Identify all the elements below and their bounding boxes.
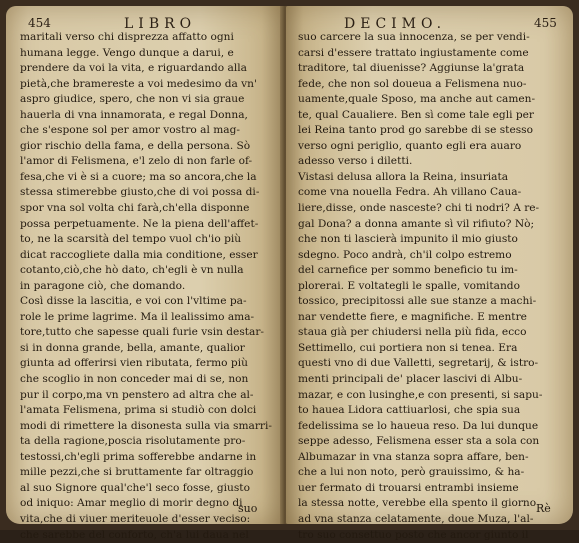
text-line: carsi d'essere trattato ingiustamente come bbox=[298, 46, 542, 62]
text-line: nar vendette fiere, e magnifiche. E mentre bbox=[298, 310, 542, 326]
right-body-text bbox=[298, 30, 542, 543]
text-line: Settimello, cui portiera non si tenea. Era bbox=[298, 341, 542, 357]
text-line: vita,che di viuer meriteuole d'esser veciso: bbox=[20, 512, 272, 528]
text-line: traditore, tal diuenisse? Aggiunse la'grata bbox=[298, 61, 542, 77]
text-line: dicat raccogliete dalla mia conditione, esser bbox=[20, 248, 272, 264]
text-line: tro suo consettuo posto che ancor giunto il bbox=[298, 528, 542, 543]
text-line: questi vno di due Valletti, segretarij, & istro- bbox=[298, 356, 542, 372]
text-line: uer fermato di trouarsi entrambi insieme bbox=[298, 481, 542, 497]
text-line: to, ne la scarsità del tempo vuol ch'io più bbox=[20, 232, 272, 248]
text-line: possa perpetuamente. Ne la piena dell'affet- bbox=[20, 217, 272, 233]
text-line: l'amata Felismena, prima si studiò con dolci bbox=[20, 403, 272, 419]
text-line: gior rischio della fama, e della persona. Sò bbox=[20, 139, 272, 155]
text-line: menti principali de' placer lascivi di Albu- bbox=[298, 372, 542, 388]
text-line: ta della ragione,poscia risolutamente pro- bbox=[20, 434, 272, 450]
left-page-number: 454 bbox=[28, 16, 51, 30]
text-line: liere,disse, onde nasceste? chi ti nodri? A re- bbox=[298, 201, 542, 217]
text-line: mazar, e con lusinghe,e con presenti, si sapu- bbox=[298, 388, 542, 404]
text-line: seppe adesso, Felismena esser sta a sola con bbox=[298, 434, 542, 450]
text-line: modi di rimettere la disonesta sulla via smarri- bbox=[20, 419, 272, 435]
right-page-number: 455 bbox=[534, 16, 557, 30]
text-line: verso ogni periglio, quanto egli era auaro bbox=[298, 139, 542, 155]
text-line: spor vna sol volta chi farà,ch'ella disponne bbox=[20, 201, 272, 217]
text-line: maritali verso chi disprezza affatto ogni bbox=[20, 30, 272, 46]
text-line: prendere da voi la vita, e riguardando alla bbox=[20, 61, 272, 77]
text-line: la stessa notte, verebbe ella spento il giorno bbox=[298, 496, 542, 512]
left-body-text bbox=[20, 30, 272, 543]
text-line: si in donna grande, bella, amante, qualior bbox=[20, 341, 272, 357]
text-line: fesa,che vi è si a cuore; ma so ancora,che la bbox=[20, 170, 272, 186]
text-line: che a lui non noto, però grauissimo, & ha- bbox=[298, 465, 542, 481]
text-line: del carnefice per sommo beneficio tu im- bbox=[298, 263, 542, 279]
text-line: fedelissima se lo haueua reso. Da lui dunque bbox=[298, 419, 542, 435]
text-line: humana legge. Vengo dunque a darui, e bbox=[20, 46, 272, 62]
text-line: stessa stimerebbe giusto,che di voi possa di- bbox=[20, 185, 272, 201]
text-line: pur il corpo,ma vn penstero ad altra che al- bbox=[20, 388, 272, 404]
text-line: che non ti lascierà impunito il mio giusto bbox=[298, 232, 542, 248]
text-line: tossico, precipitossi alle sue stanze a machi- bbox=[298, 294, 542, 310]
text-line: in paragone ciò, che domando. bbox=[20, 279, 272, 295]
text-line: Vistasi delusa allora la Reina, insuriata bbox=[298, 170, 542, 186]
text-line: lei Reina tanto prod go sarebbe di se stesso bbox=[298, 123, 542, 139]
text-line: sdegno. Poco andrà, ch'il colpo estremo bbox=[298, 248, 542, 264]
text-line: fede, che non sol doueua a Felismena nuo- bbox=[298, 77, 542, 93]
right-page bbox=[286, 6, 573, 524]
left-page bbox=[6, 6, 284, 524]
text-line: che s'espone sol per amor vostro al mag- bbox=[20, 123, 272, 139]
text-line: Albumazar in vna stanza sopra affare, ben- bbox=[298, 450, 542, 466]
right-running-head: DECIMO. bbox=[344, 16, 446, 32]
text-line: pietà,che bramereste a voi medesimo da vn' bbox=[20, 77, 272, 93]
left-catchword: suo bbox=[238, 502, 257, 515]
text-line: Così disse la lascitia, e voi con l'vltime pa- bbox=[20, 294, 272, 310]
text-line: cotanto,ciò,che hò dato, ch'egli è vn nulla bbox=[20, 263, 272, 279]
text-line: giunta ad offerirsi vien ributata, fermo più bbox=[20, 356, 272, 372]
text-line: uamente,quale Sposo, ma anche aut camen- bbox=[298, 92, 542, 108]
text-line: tore,tutto che sapesse quali furie vsin destar- bbox=[20, 325, 272, 341]
text-line: te, qual Caualiere. Ben sì come tale egli per bbox=[298, 108, 542, 124]
text-line: l'amor di Felismena, e'l zelo di non farle of- bbox=[20, 154, 272, 170]
text-line: hauerla di vna innamorata, e regal Donna, bbox=[20, 108, 272, 124]
text-line: plorerai. E voltategli le spalle, vomitando bbox=[298, 279, 542, 295]
text-line: come vna nouella Fedra. Ah villano Caua- bbox=[298, 185, 542, 201]
text-line: che scoglio in non conceder mai di se, non bbox=[20, 372, 272, 388]
right-catchword: Rè bbox=[536, 502, 551, 515]
text-line: testossi,ch'egli prima sofferebbe andarne in bbox=[20, 450, 272, 466]
text-line: al suo Signore qual'che'l seco fosse, giusto bbox=[20, 481, 272, 497]
text-line: che sarebbe del conforto, ch'a lui daua nel bbox=[20, 528, 272, 543]
text-line: to hauea Lidora cattiuarlosi, che spia sua bbox=[298, 403, 542, 419]
text-line: staua già per chiudersi nella più fida, ecco bbox=[298, 325, 542, 341]
text-line: ad vna stanza celatamente, doue Muza, l'al- bbox=[298, 512, 542, 528]
text-line: suo carcere la sua innocenza, se per vendi- bbox=[298, 30, 542, 46]
text-line: mille pezzi,che si bruttamente far oltraggio bbox=[20, 465, 272, 481]
text-line: aspro giudice, spero, che non vi sia graue bbox=[20, 92, 272, 108]
left-running-head: LIBRO bbox=[124, 16, 196, 32]
text-line: od iniquo: Amar meglio di morir degno di bbox=[20, 496, 272, 512]
text-line: gal Dona? a donna amante sì vil rifiuto? Nò; bbox=[298, 217, 542, 233]
text-line: adesso verso i diletti. bbox=[298, 154, 542, 170]
text-line: role le prime lagrime. Ma il lealissimo ama- bbox=[20, 310, 272, 326]
